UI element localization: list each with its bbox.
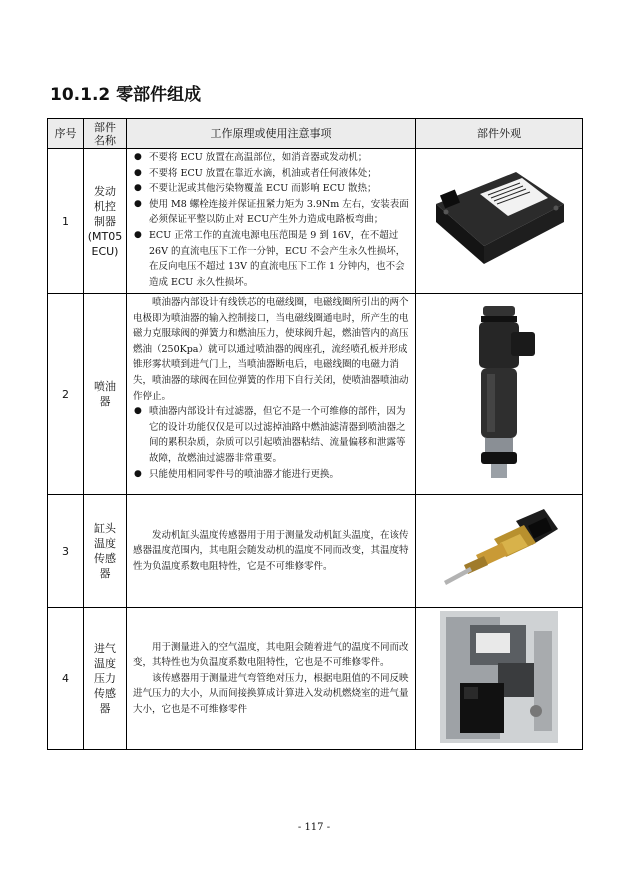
- paragraph: 用于测量进入的空气温度，其电阻会随着进气的温度不同而改变，其特性也为负温度系数电阻特性，它也是不可维修零件。: [133, 641, 409, 669]
- row-number: 2: [48, 294, 84, 495]
- component-description: [127, 495, 416, 608]
- component-name: 喷油 器: [84, 294, 127, 495]
- row-number: 4: [48, 608, 84, 750]
- header-description: 工作原理或使用注意事项: [127, 119, 416, 149]
- component-image-cell: [416, 608, 583, 750]
- list-item: ● 不要将 ECU 放置在靠近水滴，机油或者任何液体处；: [133, 166, 410, 182]
- paragraph: 发动机缸头温度传感器用于用于测量发动机缸头温度，在该传感器温度范围内，其电阻会随发动机的温度不同而改变，其温度特性为负温度系数电阻特性，它是不可维修零件。: [133, 529, 409, 572]
- row-number: 1: [48, 149, 84, 294]
- header-appearance: 部件外观: [416, 119, 583, 149]
- table-row: [48, 608, 583, 750]
- page-number: - 117 -: [297, 822, 331, 833]
- list-item: ● 喷油器内部设计有过滤器，但它不是一个可维修的部件，因为它的设计功能仅仅是可以过滤掉油路中燃油滤清器到喷油器之间的累积杂质，杂质可以引起喷油器粘结、流量偏移和泄露等故障，故燃油过滤器非常重要。: [133, 404, 410, 466]
- list-item: ● 只能使用相同零件号的喷油器才能进行更换。: [133, 467, 410, 483]
- temperature-sensor-image: [424, 499, 574, 599]
- intake-pressure-sensor-image: [440, 611, 558, 743]
- component-description: [127, 149, 416, 294]
- component-name: 进气 温度 压力 传感 器: [84, 608, 127, 750]
- header-no: 序号: [48, 119, 84, 149]
- component-image-cell: [416, 149, 583, 294]
- component-name: 缸头 温度 传感 器: [84, 495, 127, 608]
- table-row: [48, 149, 583, 294]
- list-item: ● 使用 M8 螺栓连接并保证扭紧力矩为 3.9Nm 左右，安装表面必须保证平整以防止对 ECU产生外力造成电路板弯曲；: [133, 197, 410, 228]
- ecu-module-image: [424, 164, 574, 274]
- list-item: ● 不要将 ECU 放置在高温部位，如消音器或发动机；: [133, 150, 410, 166]
- list-item: ● ECU 正常工作的直流电源电压范围是 9 到 16V，在不超过 26V 的直流电压下工作一分钟，ECU 不会产生永久性损坏，在反向电压不超过 13V 的直流电压下工作 1 分钟内，也不会造成 ECU 永久性损坏。: [133, 228, 410, 290]
- list-item: ● 不要让泥或其他污染物覆盖 ECU 而影响 ECU 散热；: [133, 181, 410, 197]
- component-name: 发动 机控 制器 (MT05 ECU): [84, 149, 127, 294]
- component-image-cell: [416, 294, 583, 495]
- table-row: [48, 294, 583, 495]
- components-table: [47, 118, 583, 750]
- table-row: [48, 495, 583, 608]
- fuel-injector-image: [459, 300, 539, 485]
- header-name: 部件 名称: [84, 119, 127, 149]
- section-title: 10.1.2 零部件组成: [50, 85, 202, 105]
- component-description: [127, 294, 416, 495]
- row-number: 3: [48, 495, 84, 608]
- table-header-row: [48, 119, 583, 149]
- paragraph: 该传感器用于测量进气弯管绝对压力，根据电阻值的不同反映进气压力的大小，从而间接换算成计算进入发动机燃烧室的进气量大小，它也是不可维修零件: [133, 672, 409, 715]
- paragraph: 喷油器内部设计有线铁芯的电磁线圈，电磁线圈所引出的两个电极即为喷油器的输入控制接口，当电磁线圈通电时，所产生的电磁力克服球阀的弹簧力和燃油压力，使球阀升起，燃油管内的高压燃油（250Kpa）就可以通过喷油器的阀座孔，流经喷孔板并形成锥形雾状喷到进气门上，当喷油器断电后，电磁线圈的电磁力消失，喷油器的球阀在回位弹簧的作用下自行关闭，使喷油器喷油动作停止。: [133, 297, 409, 402]
- component-description: [127, 608, 416, 750]
- component-image-cell: [416, 495, 583, 608]
